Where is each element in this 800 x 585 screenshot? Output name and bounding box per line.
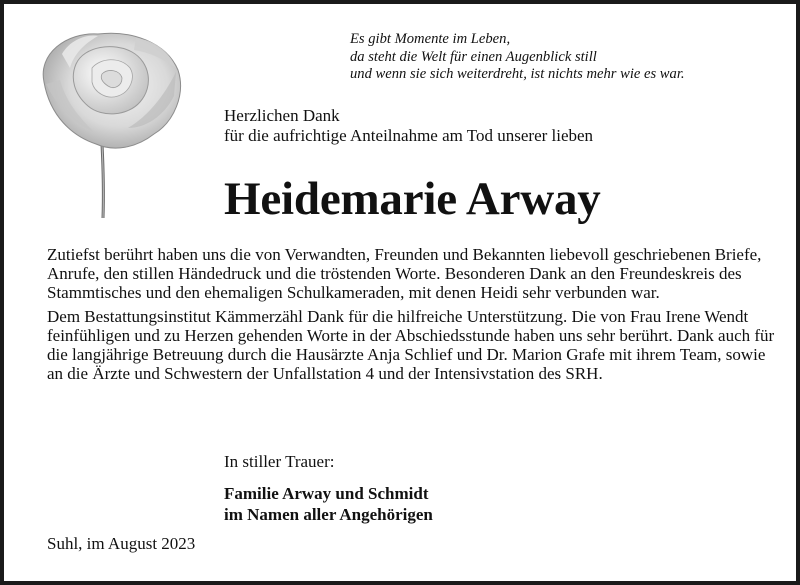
family-line: Familie Arway und Schmidt <box>224 484 429 503</box>
signature-intro: In stiller Trauer: <box>224 452 335 471</box>
quote <box>350 31 780 84</box>
thanks-line: für die aufrichtige Anteilnahme am Tod unserer lieben <box>224 126 594 145</box>
body-paragraph: Dem Bestattungsinstitut Kämmerzähl Dank für die hilfreiche Unterstützung. Die von Frau Irene Wendt feinfühligen und zu Herzen gehenden Worte in der Abschiedsstunde haben uns sehr berührt. Dank auch für die langjährige Betreuung durch die Hausärzte Anja Schlief und Dr. Marion Grafe mit ihrem Team, sowie an die Ärzte und Schwestern der Unfallstation 4 und der Intensivstation des SRH. <box>47 307 775 383</box>
family-line: im Namen aller Angehörigen <box>224 504 433 524</box>
quote-line: da steht die Welt für einen Augenblick still <box>350 48 597 65</box>
quote-line: und wenn sie sich weiterdreht, ist nichts mehr wie es war. <box>350 66 685 82</box>
deceased-name: Heidemarie Arway <box>224 173 601 225</box>
thanks-line: Herzlichen Dank <box>224 106 340 125</box>
quote-line: Es gibt Momente im Leben, <box>350 31 511 47</box>
rose-image <box>36 24 186 220</box>
signature <box>224 452 724 525</box>
body-text <box>47 246 777 384</box>
family-names <box>224 484 724 525</box>
thanks-intro <box>224 106 784 146</box>
place-date: Suhl, im August 2023 <box>47 534 196 553</box>
body-paragraph: Zutiefst berührt haben uns die von Verwandten, Freunden und Bekannten liebevoll geschriebenen Briefe, Anrufe, den stillen Händedruck und die tröstenden Worte. Besonderen Dank an den Freundeskreis des Stammtisches und den ehemaligen Schulkameraden, mit denen Heidi sehr verbunden war. <box>47 245 762 302</box>
